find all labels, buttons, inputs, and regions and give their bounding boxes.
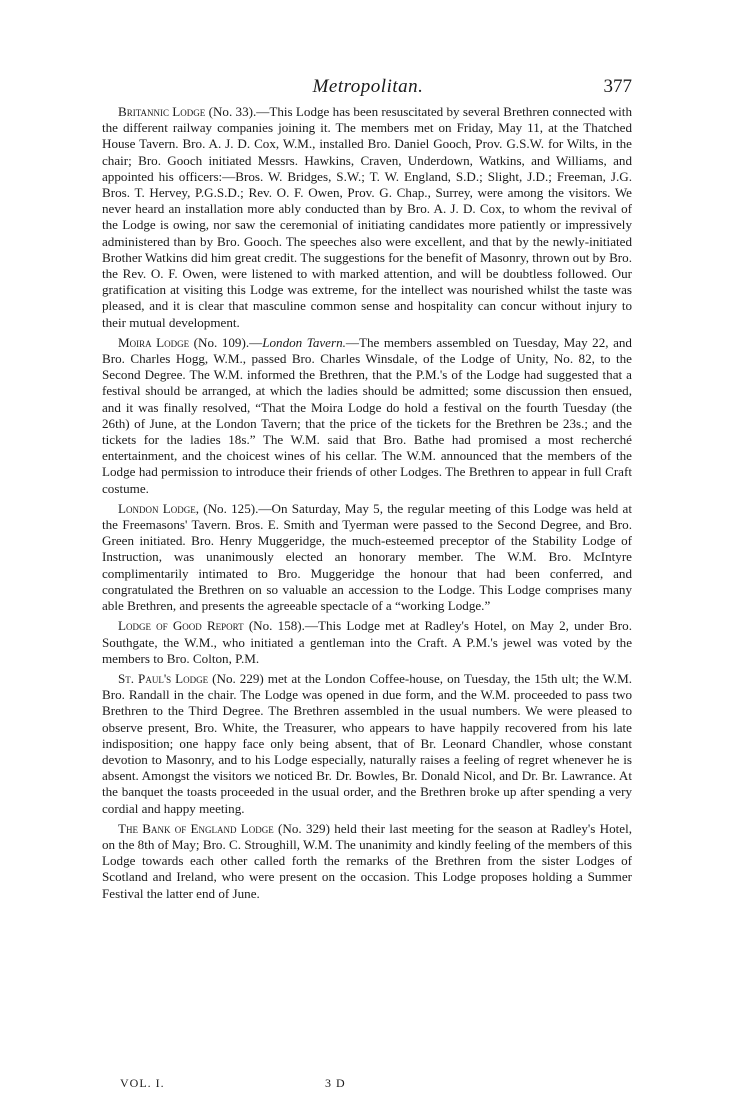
page-header [104, 76, 632, 100]
lodge-name: The Bank of England Lodge [118, 820, 274, 836]
lodge-name: St. Paul's Lodge [118, 670, 209, 686]
paragraph-moira-lodge [102, 335, 632, 497]
lodge-name: Lodge of Good Report [118, 618, 244, 634]
volume-label: VOL. I. [120, 1076, 165, 1090]
paragraph-text: (No. 329) held their last meeting for the season at Radley's Hotel, on the 8th of May; Bro. C. Stroughill, W.M. The unanimity and kindly feeling of the members of this Lodge towards each other called forth the remarks of the Brethren from the sister Lodges of Scotland and Ireland, who were present on the occasion. This Lodge proposes holding a Summer Festival the latter end of June. [102, 820, 632, 901]
lodge-name: Britannic Lodge [118, 104, 206, 119]
lodge-name: London Lodge [118, 500, 196, 516]
paragraph-lodge-of-good-report [102, 618, 632, 667]
venue-name: London Tavern. [262, 334, 346, 350]
article-body [102, 104, 632, 906]
paragraph-britannic-lodge [102, 104, 632, 331]
paragraph-london-lodge [102, 501, 632, 614]
paragraph-text: (No. 158).—This Lodge met at Radley's Hotel, on May 2, under Bro. Southgate, the W.M., who initiated a gentleman into the Craft. A P.M.'s jewel was voted by the members to Bro. Colton, P.M. [102, 618, 632, 666]
paragraph-st-pauls-lodge [102, 671, 632, 817]
paragraph-text: (No. 229) met at the London Coffee-house, on Tuesday, the 15th ult; the W.M. Bro. Randall in the chair. The Lodge was opened in due form, and the W.M. proceeded to pass two Brethren to the Third Degree. The Brethren assembled in the usual numbers. We were pleased to observe present, Bro. White, the Treasurer, who appears to have happily recovered from his late indisposition; one happy face only being absent, that of Br. Leonard Chandler, whose constant devotion to Masonry, and to his Lodge especially, naturally raises a feeling of regret whenever he is absent. Amongst the visitors we noticed Br. Dr. Bowles, Br. Donald Nicol, and Dr. Br. Lawrance. At the banquet the toasts proceeded in the usual order, and the Brethren broke up after spending a very cordial and happy meeting. [102, 670, 632, 816]
page-footer [120, 1076, 520, 1092]
paragraph-text: , (No. 125).—On Saturday, May 5, the regular meeting of this Lodge was held at the Freemasons' Tavern. Bros. E. Smith and Tyerman were passed to the Second Degree, and Bro. Green initiated. Bro. Henry Muggeridge, the much-esteemed preceptor of the Stability Lodge of Instruction, was unanimously elected an honorary member. The W.M. Bro. McIntyre complimentarily intimated to Bro. Muggeridge the honour that had been conferred, and congratulated the Brethren on so valuable an accession to the Lodge. This Lodge comprises many able Brethren, and presents the agreeable spectacle of a “working Lodge.” [102, 500, 633, 614]
paragraph-text: —The members assembled on Tuesday, May 22, and Bro. Charles Hogg, W.M., passed Bro. Charles Winsdale, of the Lodge of Unity, No. 82, to the Second Degree. The W.M. informed the Brethren, that the P.M.'s of the Lodge had suggested that a festival should be arranged, at which the ladies should be admitted; some discussion then ensued, and it was finally resolved, “That the Moira Lodge do hold a festival on the fourth Tuesday (the 26th) of June, at the London Tavern; that the price of the tickets for the Brethren be 23s.; and the tickets for the ladies 18s.” The W.M. said that Bro. Bathe had promised a most recherché entertainment, and the choicest wines of his cellar. The W.M. announced that the members of the Lodge had permission to introduce their friends of other Lodges. The Brethren to appear in full Craft costume. [102, 334, 632, 496]
running-title: Metropolitan. [312, 76, 424, 97]
paragraph-text-lead: (No. 109).— [189, 334, 263, 350]
paragraph-bank-of-england-lodge [102, 821, 632, 902]
paragraph-text: (No. 33).—This Lodge has been resuscitated by several Brethren connected with the different railway companies joining it. The members met on Friday, May 11, at the Thatched House Tavern. Bro. A. J. D. Cox, W.M., installed Bro. Daniel Gooch, Prov. G.S.W. for Wilts, in the chair; Bro. Gooch initiated Messrs. Hawkins, Craven, Underdown, Watkins, and Williams, and appointed his officers:—Bros. W. Bridges, S.W.; T. W. England, S.D.; Slight, J.D.; Freeman, J.G. Bros. T. Hervey, P.G.S.D.; Rev. O. F. Owen, Prov. G. Chap., Surrey, were among the visitors. We never heard an installation more ably conducted than by Bro. A. J. D. Cox, to whom the revival of the Lodge is owing, nor saw the ceremonial of initiating candidates more patiently or impressively administered than by Bro. Gooch. The speeches also were excellent, and that by the newly-initiated Brother Watkins did him great credit. The suggestions for the benefit of Masonry, thrown out by Bro. the Rev. O. F. Owen, were listened to with marked attention, and will be doubtless followed. Our gratification at visiting this Lodge was extreme, for the intellect was nourished whilst the taste was pleased, and it is clear that masculine common sense and hospitality can concur without injury to their mutual development. [102, 104, 632, 330]
lodge-name: Moira Lodge [118, 334, 190, 350]
page-number: 377 [603, 76, 632, 97]
signature-mark: 3 D [325, 1076, 346, 1090]
